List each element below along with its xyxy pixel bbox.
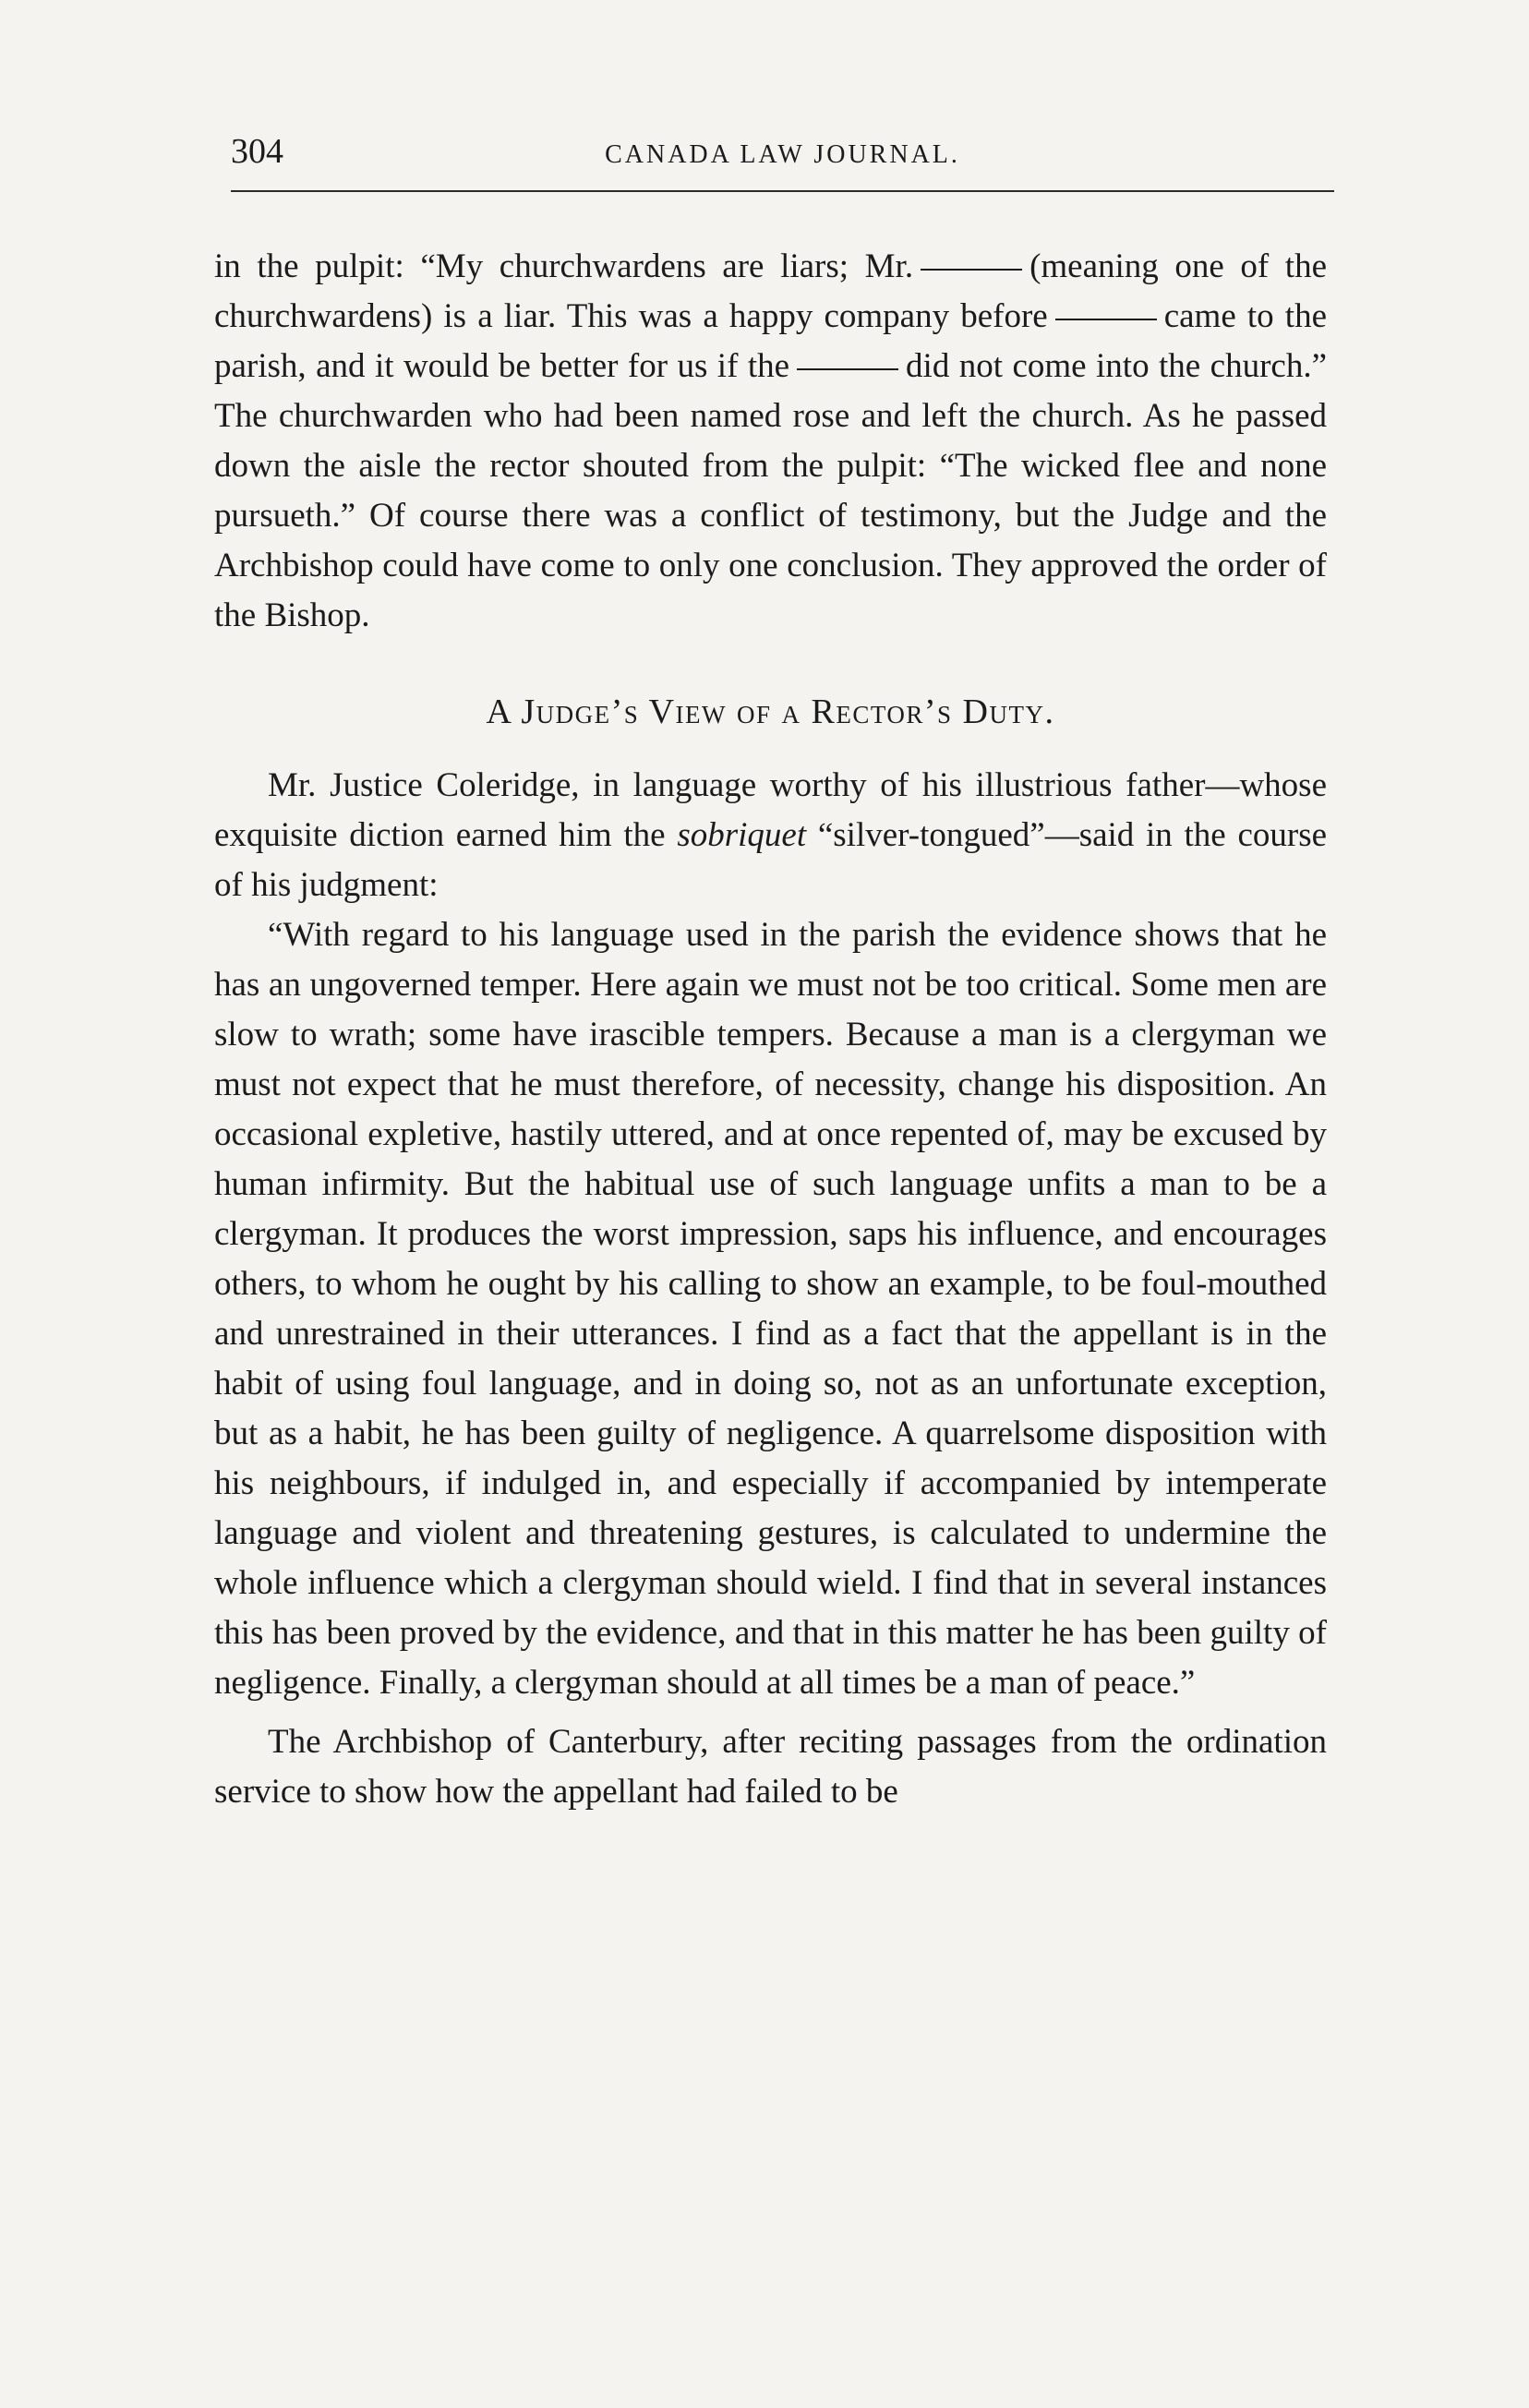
- paragraph-judgment-quote: “With regard to his language used in the parish the evidence shows that he has an ungoverned temper. Here again we must not be too critical. Some men are slow to wrath; some have irascible tempers. Because a man is a clergyman we must not expect that he must therefore, of necessity, change his disposition. An occasional expletive, hastily uttered, and at once repented of, may be excused by human infirmity. But the habitual use of such language unfits a man to be a clergyman. It produces the worst impression, saps his influence, and encourages others, to whom he ought by his calling to show an example, to be foul-mouthed and unrestrained in their utterances. I find as a fact that the appellant is in the habit of using foul language, and in doing so, not as an unfortunate exception, but as a habit, he has been guilty of negligence. A quarrelsome disposition with his neighbours, if indulged in, and especially if accompanied by intemperate language and violent and threatening gestures, is calculated to undermine the whole influence which a clergyman should wield. I find that in several instances this has been proved by the evidence, and that in this matter he has been guilty of negligence. Finally, a clergyman should at all times be a man of peace.”: [214, 916, 1327, 1702]
- paragraph-archbishop: The Archbishop of Canterbury, after reciting passages from the ordination service to show how the appellant had failed to be: [214, 1723, 1327, 1811]
- blank-dash: [797, 368, 898, 370]
- section-heading: A Judge’s View of a Rector’s Duty.: [486, 692, 1055, 731]
- para2-italic-word: sobriquet: [677, 816, 807, 854]
- para2-before-italic: Mr. Justice Coleridge, in language worthy of his illustrious father—whose exquisite diction earned him the: [214, 766, 1327, 854]
- paragraph-coleridge-intro: [214, 761, 1327, 910]
- para1-part2: (meaning one of the churchwardens) is a liar. This was a happy company before: [214, 247, 1328, 335]
- page-header: [231, 129, 1334, 185]
- header-rule: [231, 190, 1334, 192]
- para2-after-italic: “silver-tongued”—said in the course of his judgment:: [214, 816, 1328, 904]
- page-number: 304: [231, 132, 283, 171]
- paragraph-continued: [214, 242, 1327, 641]
- running-title: CANADA LAW JOURNAL.: [605, 140, 960, 169]
- blank-dash: [921, 269, 1022, 271]
- para1-part4: did not come into the church.” The churchwarden who had been named rose and left the church. As he passed down the aisle the rector shouted from the pulpit: “The wicked flee and none pursueth.” Of course there was a conflict of testimony, but the Judge and the Archbishop could have come to only one conclusion. They approved the order of the Bishop.: [214, 347, 1327, 634]
- blank-dash: [1055, 319, 1157, 320]
- para1-part3: came to the parish, and it would be better for us if the: [214, 297, 1327, 385]
- para1-part1: in the pulpit: “My churchwardens are liars; Mr.: [214, 247, 914, 285]
- page-body: [214, 242, 1327, 1817]
- paragraph-gap: [214, 1708, 1327, 1717]
